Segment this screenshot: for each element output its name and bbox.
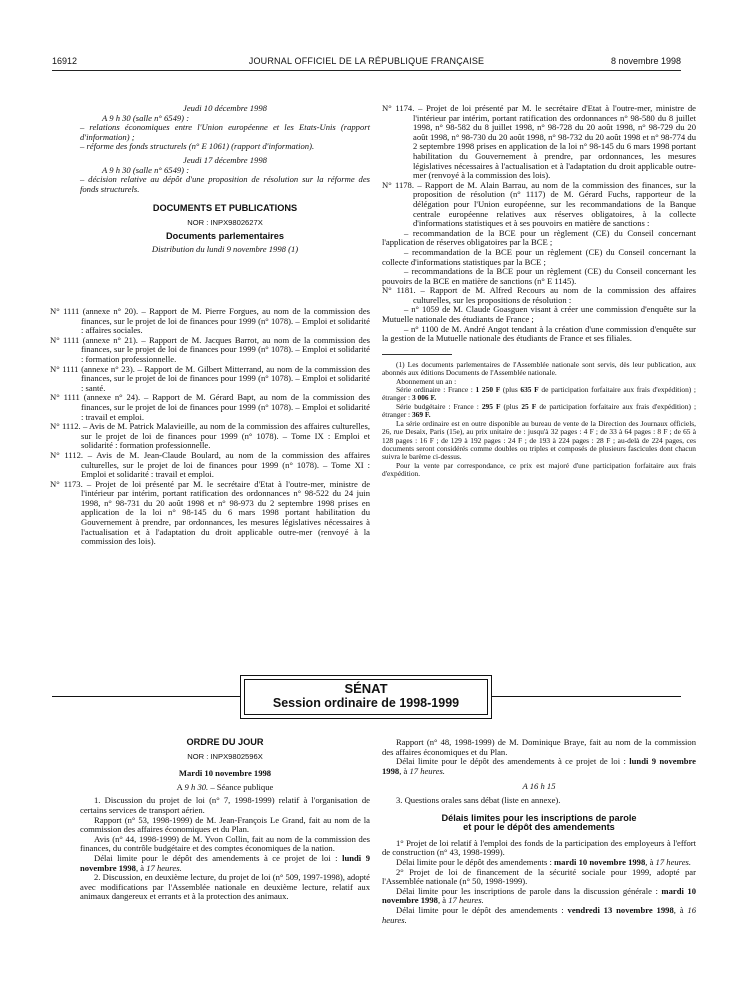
footnote-rule xyxy=(382,354,452,355)
nor-reference: NOR : INPX9802596X xyxy=(187,751,263,761)
agenda-item: – relations économiques entre l'Union européenne et les Etats-Unis (rapport d'information) ; xyxy=(80,122,370,142)
senat-title: SÉNAT xyxy=(344,681,388,696)
page-number: 16912 xyxy=(52,56,78,66)
subsection-title: Documents parlementaires xyxy=(166,230,284,241)
divider-left xyxy=(52,696,240,697)
divider-right xyxy=(491,696,681,697)
resolution-item: – n° 1100 de M. André Angot tendant à la création d'une commission d'enquête sur la gestion de la Mutuelle nationale des étudiants de France et ses filiales. xyxy=(382,323,696,344)
distribution-line: Distribution du lundi 9 novembre 1998 (1) xyxy=(151,244,299,255)
senat-subtitle: Session ordinaire de 1998-1999 xyxy=(272,696,460,710)
document-entry: N° 1111 (annexe n° 23). – Rapport de M. Gilbert Mitterrand, au nom de la commission des finances, sur le projet de loi de finances pour 1999 (n° 1078). – Emploi et solidarité : santé. xyxy=(50,363,370,393)
page-header xyxy=(52,56,681,70)
header-date: 8 novembre 1998 xyxy=(610,56,681,66)
session-time: A 16 h 15 xyxy=(522,781,556,792)
agenda-time: A 9 h 30 (salle n° 6549) : xyxy=(102,112,190,123)
senat-right-column: Rapport (n° 48, 1998-1999) de M. Dominique Braye, fait au nom de la commission des affaires économiques et du Plan. Délai limite pour le dépôt des amendements à ce projet de loi : lundi 9 novembre 1998, à 17 heures. A 16 h 15 3. Questions orales sans débat (liste en annexe). Délais limites pour les inscriptions de parole et pour le dépôt des amendements 1° Projet de loi relatif à l'emploi des fonds de la participation des employeurs à l'effort de construction (n° 43, 1998-1999). Délai limite pour le dépôt des amendements : mardi 10 novembre 1998, à 17 heures. 2° Projet de loi de financement de la sécurité sociale pour 1999, adopté par l'Assemblée nationale (n° 50, 1998-1999). Délai limite pour les inscriptions de parole dans la discussion générale : mardi 10 novembre 1998, à 17 heures. Délai limite pour le dépôt des amendements : vendredi 13 novembre 1998, à 16 heures. xyxy=(382,737,696,925)
section-title: DOCUMENTS ET PUBLICATIONS xyxy=(152,203,298,214)
agenda-date: Jeudi 17 décembre 1998 xyxy=(183,154,267,165)
recommendation-item: – recommandations de la BCE pour un règlement (CE) du Conseil concernant les pouvoirs de la BCE en matière de sanctions (n° E 1145). xyxy=(382,266,696,286)
recommendation-item: – recommandation de la BCE pour un règlement (CE) du Conseil concernant l'application de réserves obligatoires par la BCE ; xyxy=(382,227,696,248)
document-entry: N° 1181. – Rapport de M. Alfred Recours au nom de la commission des affaires culturelles, sur les propositions de résolution : xyxy=(382,285,696,305)
recommendation-item: – recommandation de la BCE pour un règlement (CE) du Conseil concernant la collecte d'informations statistiques par la BCE ; xyxy=(382,246,696,267)
document-entry: N° 1173. – Projet de loi présenté par M. le secrétaire d'Etat à l'outre-mer, ministre de l'intérieur par intérim, portant ratification des ordonnances n° 98-522 du 24 juin 1998, n° 98-731 du 20 août 1998 et n° 98-973 du 2 septembre 1998 prises en application de la loi n° 98-145 du 6 mars 1998 portant habilitation du Gouvernement à prendre, par ordonnances, les mesures législatives nécessaires à l'actualisation et à l'adaptation du droit applicable outre-mer (renvoyé à la commission des lois). xyxy=(50,478,371,547)
resolution-item: – n° 1059 de M. Claude Goasguen visant à créer une commission d'enquête sur la Mutuelle nationale des étudiants de France ; xyxy=(382,304,696,325)
document-entry: N° 1112. – Avis de M. Patrick Malavieille, au nom de la commission des affaires culturelles, sur le projet de loi de finances pour 1999 (n° 1078). – Tome IX : Emploi et solidarité : formation professionnelle. xyxy=(50,421,370,451)
agenda-item: – décision relative au dépôt d'une proposition de résolution sur la réforme des fonds structurels. xyxy=(80,174,370,194)
agenda-item: – réforme des fonds structurels (n° E 1061) (rapport d'information). xyxy=(80,141,315,152)
session-date: Mardi 10 novembre 1998 xyxy=(178,768,272,779)
document-entries-left xyxy=(50,307,370,547)
document-entry: N° 1174. – Projet de loi présenté par M. le secrétaire d'Etat à l'outre-mer, ministre de l'intérieur par intérim, portant ratification des ordonnances n° 98-580 du 8 juillet 1998, n° 98-582 du 8 juillet 1998, n° 98-728 du 20 août 1998, n° 98-729 du 20 août 1998, n° 98-730 du 20 août 1998, n° 98-732 du 20 août 1998 et n° 98-774 du 2 septembre 1998 prises en application de la loi n° 98-145 du 6 mars 1998 portant habilitation du Gouvernement à prendre, par ordonnances, les mesures législatives nécessaires à l'actualisation et à l'adaptation du droit applicable outre-mer (renvoyé à la commission des lois). xyxy=(382,103,696,181)
order-of-day-title: ORDRE DU JOUR xyxy=(186,737,264,747)
header-rule xyxy=(52,70,681,71)
journal-title: JOURNAL OFFICIEL DE LA RÉPUBLIQUE FRANÇAISE xyxy=(248,56,485,66)
senat-banner xyxy=(240,675,492,719)
left-column xyxy=(80,104,370,255)
document-entry: N° 1178. – Rapport de M. Alain Barrau, au nom de la commission des finances, sur la proposition de résolution (n° 1117) de M. Gérard Fuchs, rapporteur de la délégation pour l'Union européenne, sur les recommandations de la Banque centrale européenne relatives aux réserves obligatoires, à la collecte d'informations statistiques et à ses pouvoirs en matière de sanctions : xyxy=(382,179,696,229)
nor-reference: NOR : INPX9802627X xyxy=(187,217,263,227)
deadlines-title-2: et pour le dépôt des amendements xyxy=(463,822,615,833)
document-entry: N° 1111 (annexe n° 21). – Rapport de M. Jacques Barrot, au nom de la commission des finances, sur le projet de loi de finances pour 1999 (n° 1078). – Emploi et solidarité : formation professionnelle. xyxy=(50,334,370,364)
senat-left-column: ORDRE DU JOUR NOR : INPX9802596X Mardi 10 novembre 1998 A 9 h 30. – Séance publique 1. Discussion du projet de loi (n° 7, 1998-1999) relatif à l'organisation de certains services de transport aérien. Rapport (n° 53, 1998-1999) de M. Jean-François Le Grand, fait au nom de la commission des affaires économiques et du Plan. Avis (n° 44, 1998-1999) de M. Yvon Collin, fait au nom de la commission des finances, du contrôle budgétaire et des comptes économiques de la nation. Délai limite pour le dépôt des amendements à ce projet de loi : lundi 9 novembre 1998, à 17 heures. 2. Discussion, en deuxième lecture, du projet de loi (n° 509, 1997-1998), adopté avec modifications par l'Assemblée nationale en deuxième lecture, relatif aux animaux dangereux et errants et à la protection des animaux. xyxy=(80,737,370,902)
deadlines-title: Délais limites pour les inscriptions de parole xyxy=(441,812,637,823)
session-time: A 9 h 30. – Séance publique xyxy=(176,781,274,792)
footnote: (1) Les documents parlementaires de l'Assemblée nationale sont servis, dès leur publication, aux abonnés aux éditions Documents de l'Assemblée nationale. Abonnement un an : Série ordinaire : France : 1 250 F (plus 635 F de participation forfaitaire aux frais d'expédition) ; étranger : 3 006 F. Série budgétaire : France : 295 F (plus 25 F de participation forfaitaire aux frais d'expédition) ; étranger : 369 F. La série ordinaire est en outre disponible au bureau de vente de la Direction des Journaux officiels, 26, rue Desaix, Paris (15e), au prix unitaire de : jusqu'à 32 pages : 4 F ; de 33 à 64 pages : 8 F ; de 65 à 128 pages : 16 F ; de 129 à 192 pages : 24 F ; de 193 à 224 pages : 28 F ; au-delà de 224 pages, ces documents seront considérés comme doubles ou triples et composés de plusieurs fascicules dont chacun suivra le barème ci-dessus. Pour la vente par correspondance, ce prix est majoré d'une participation forfaitaire aux frais d'expédition. xyxy=(382,359,696,479)
document-entry: N° 1111 (annexe n° 20). – Rapport de M. Pierre Forgues, au nom de la commission des finances, sur le projet de loi de finances pour 1999 (n° 1078). – Emploi et solidarité : affaires sociales. xyxy=(50,306,370,336)
agenda-date: Jeudi 10 décembre 1998 xyxy=(183,103,267,113)
right-column xyxy=(382,104,696,479)
document-entry: N° 1112. – Avis de M. Jean-Claude Boulard, au nom de la commission des affaires culturelles, sur le projet de loi de finances pour 1999 (n° 1078). – Tome XI : Emploi et solidarité : travail et emploi. xyxy=(50,449,370,480)
document-entry: N° 1111 (annexe n° 24). – Rapport de M. Gérard Bapt, au nom de la commission des finances, sur le projet de loi de finances pour 1999 (n° 1078). – Emploi et solidarité : travail et emploi. xyxy=(50,392,370,422)
agenda-time: A 9 h 30 (salle n° 6549) : xyxy=(102,164,190,175)
